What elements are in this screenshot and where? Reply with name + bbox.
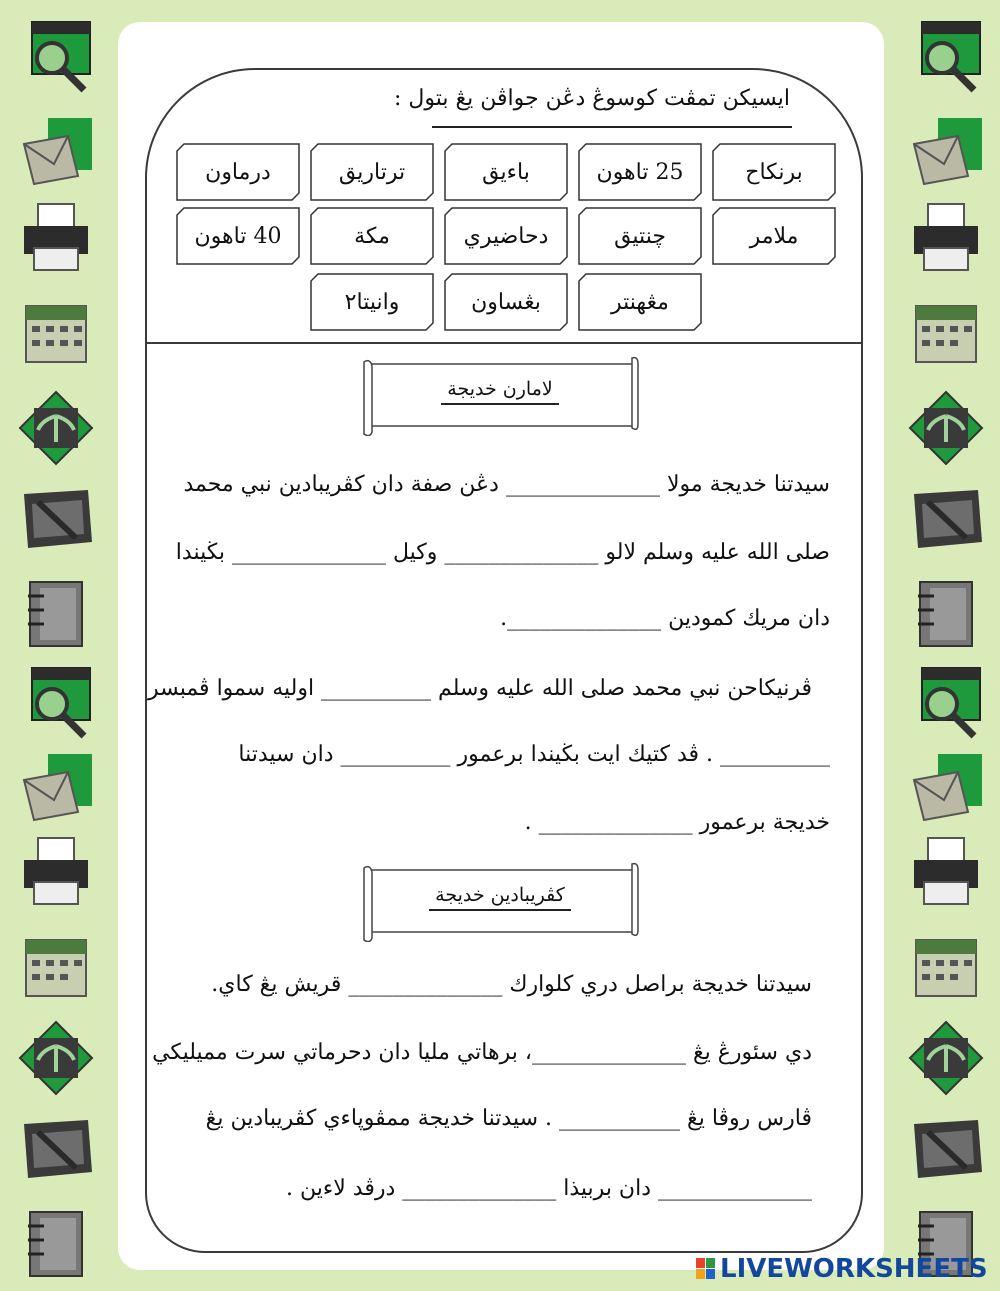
word-card-label: وانيتا٢ (344, 289, 400, 315)
word-card-label: ترتاريق (338, 159, 406, 185)
word-card[interactable] (310, 143, 434, 201)
word-card[interactable] (444, 273, 568, 331)
calendar-icon (908, 292, 984, 368)
palm-island-icon (18, 390, 94, 466)
printer-icon (908, 200, 984, 276)
calendar-icon (18, 292, 94, 368)
briefcase-icon (18, 480, 94, 556)
word-card[interactable] (578, 273, 702, 331)
word-card[interactable] (310, 273, 434, 331)
magnifier-window-icon (18, 664, 94, 740)
left-icon-border (10, 10, 100, 1290)
section-title-scroll (358, 862, 642, 942)
word-card-label: مڠهنتر (611, 289, 669, 315)
word-card[interactable] (176, 207, 300, 265)
magnifier-window-icon (18, 18, 94, 94)
word-card-label: چنتيق (614, 223, 666, 249)
palm-island-icon (18, 1020, 94, 1096)
mail-icon (18, 750, 94, 826)
calendar-icon (908, 926, 984, 1002)
instruction-text: ايسيكن تمڤت كوسوڠ دڠن جواڤن يڠ بتول : (393, 86, 790, 111)
word-card[interactable] (578, 143, 702, 201)
mail-icon (908, 114, 984, 190)
word-card[interactable] (310, 207, 434, 265)
section-title: كڤريبادين خديجة (429, 884, 571, 911)
mail-icon (18, 114, 94, 190)
briefcase-icon (908, 480, 984, 556)
briefcase-icon (18, 1110, 94, 1186)
word-card-label: 25 تاهون (596, 159, 684, 185)
word-card-label: مكة (354, 223, 390, 249)
calendar-icon (18, 926, 94, 1002)
word-card-label: باءيق (482, 159, 530, 185)
mail-icon (908, 750, 984, 826)
sentence-line: ______________ دان بربيذا ______________ درڤد لاءين . (286, 1176, 812, 1201)
liveworksheets-brand[interactable]: LIVEWORKSHEETS (720, 1254, 988, 1284)
binder-icon (18, 576, 94, 652)
section-divider (146, 342, 862, 344)
binder-icon (908, 576, 984, 652)
printer-icon (18, 834, 94, 910)
sentence-line: خديجة برعمور ______________ . (524, 810, 830, 835)
word-card-label: دحاضيري (463, 223, 549, 249)
sentence-line: ڤرنيكاحن نبي محمد صلى الله عليه وسلم __________ اوليه سموا ڤمبسر (147, 676, 812, 701)
word-card-label: 40 تاهون (194, 223, 282, 249)
word-card[interactable] (712, 207, 836, 265)
word-card[interactable] (444, 143, 568, 201)
word-card[interactable] (444, 207, 568, 265)
sentence-line: ڤارس روڤا يڠ ___________ . سيدتنا خديجة ممڤوڽاءي كڤريبادين يڠ (205, 1106, 812, 1131)
instruction-underline (432, 126, 792, 128)
sentence-line: صلى الله عليه وسلم لالو ______________ وكيل ______________ بڬيندا (175, 540, 830, 565)
section-title: لامارن خديجة (441, 378, 558, 405)
liveworksheets-logo-icon (696, 1258, 716, 1280)
sentence-line: سيدتنا خديجة مولا ______________ دڠن صفة دان كڤريبادين نبي محمد (183, 472, 830, 497)
word-card-label: بڠساون (471, 289, 541, 315)
word-card[interactable] (712, 143, 836, 201)
sentence-line: سيدتنا خديجة براصل دري كلوارك ______________ قريش يڠ كاي. (211, 972, 812, 997)
word-card[interactable] (176, 143, 300, 201)
word-card-label: ملامر (749, 223, 799, 249)
word-card-label: درماون (205, 159, 271, 185)
magnifier-window-icon (908, 664, 984, 740)
right-icon-border (900, 10, 990, 1290)
sentence-line: دان مريك كمودين ______________. (500, 606, 830, 631)
briefcase-icon (908, 1110, 984, 1186)
word-card-label: برنكاح (745, 159, 803, 185)
magnifier-window-icon (908, 18, 984, 94)
section-title-scroll (358, 356, 642, 436)
sentence-line: دي سئورڠ يڠ ______________، برهاتي مليا دان دحرماتي سرت مميليكي (152, 1040, 812, 1065)
word-card[interactable] (578, 207, 702, 265)
sentence-line: __________ . ڤد كتيك ايت بڬيندا برعمور __________ دان سيدتنا (238, 742, 830, 767)
printer-icon (18, 200, 94, 276)
printer-icon (908, 834, 984, 910)
binder-icon (18, 1206, 94, 1282)
palm-island-icon (908, 1020, 984, 1096)
palm-island-icon (908, 390, 984, 466)
